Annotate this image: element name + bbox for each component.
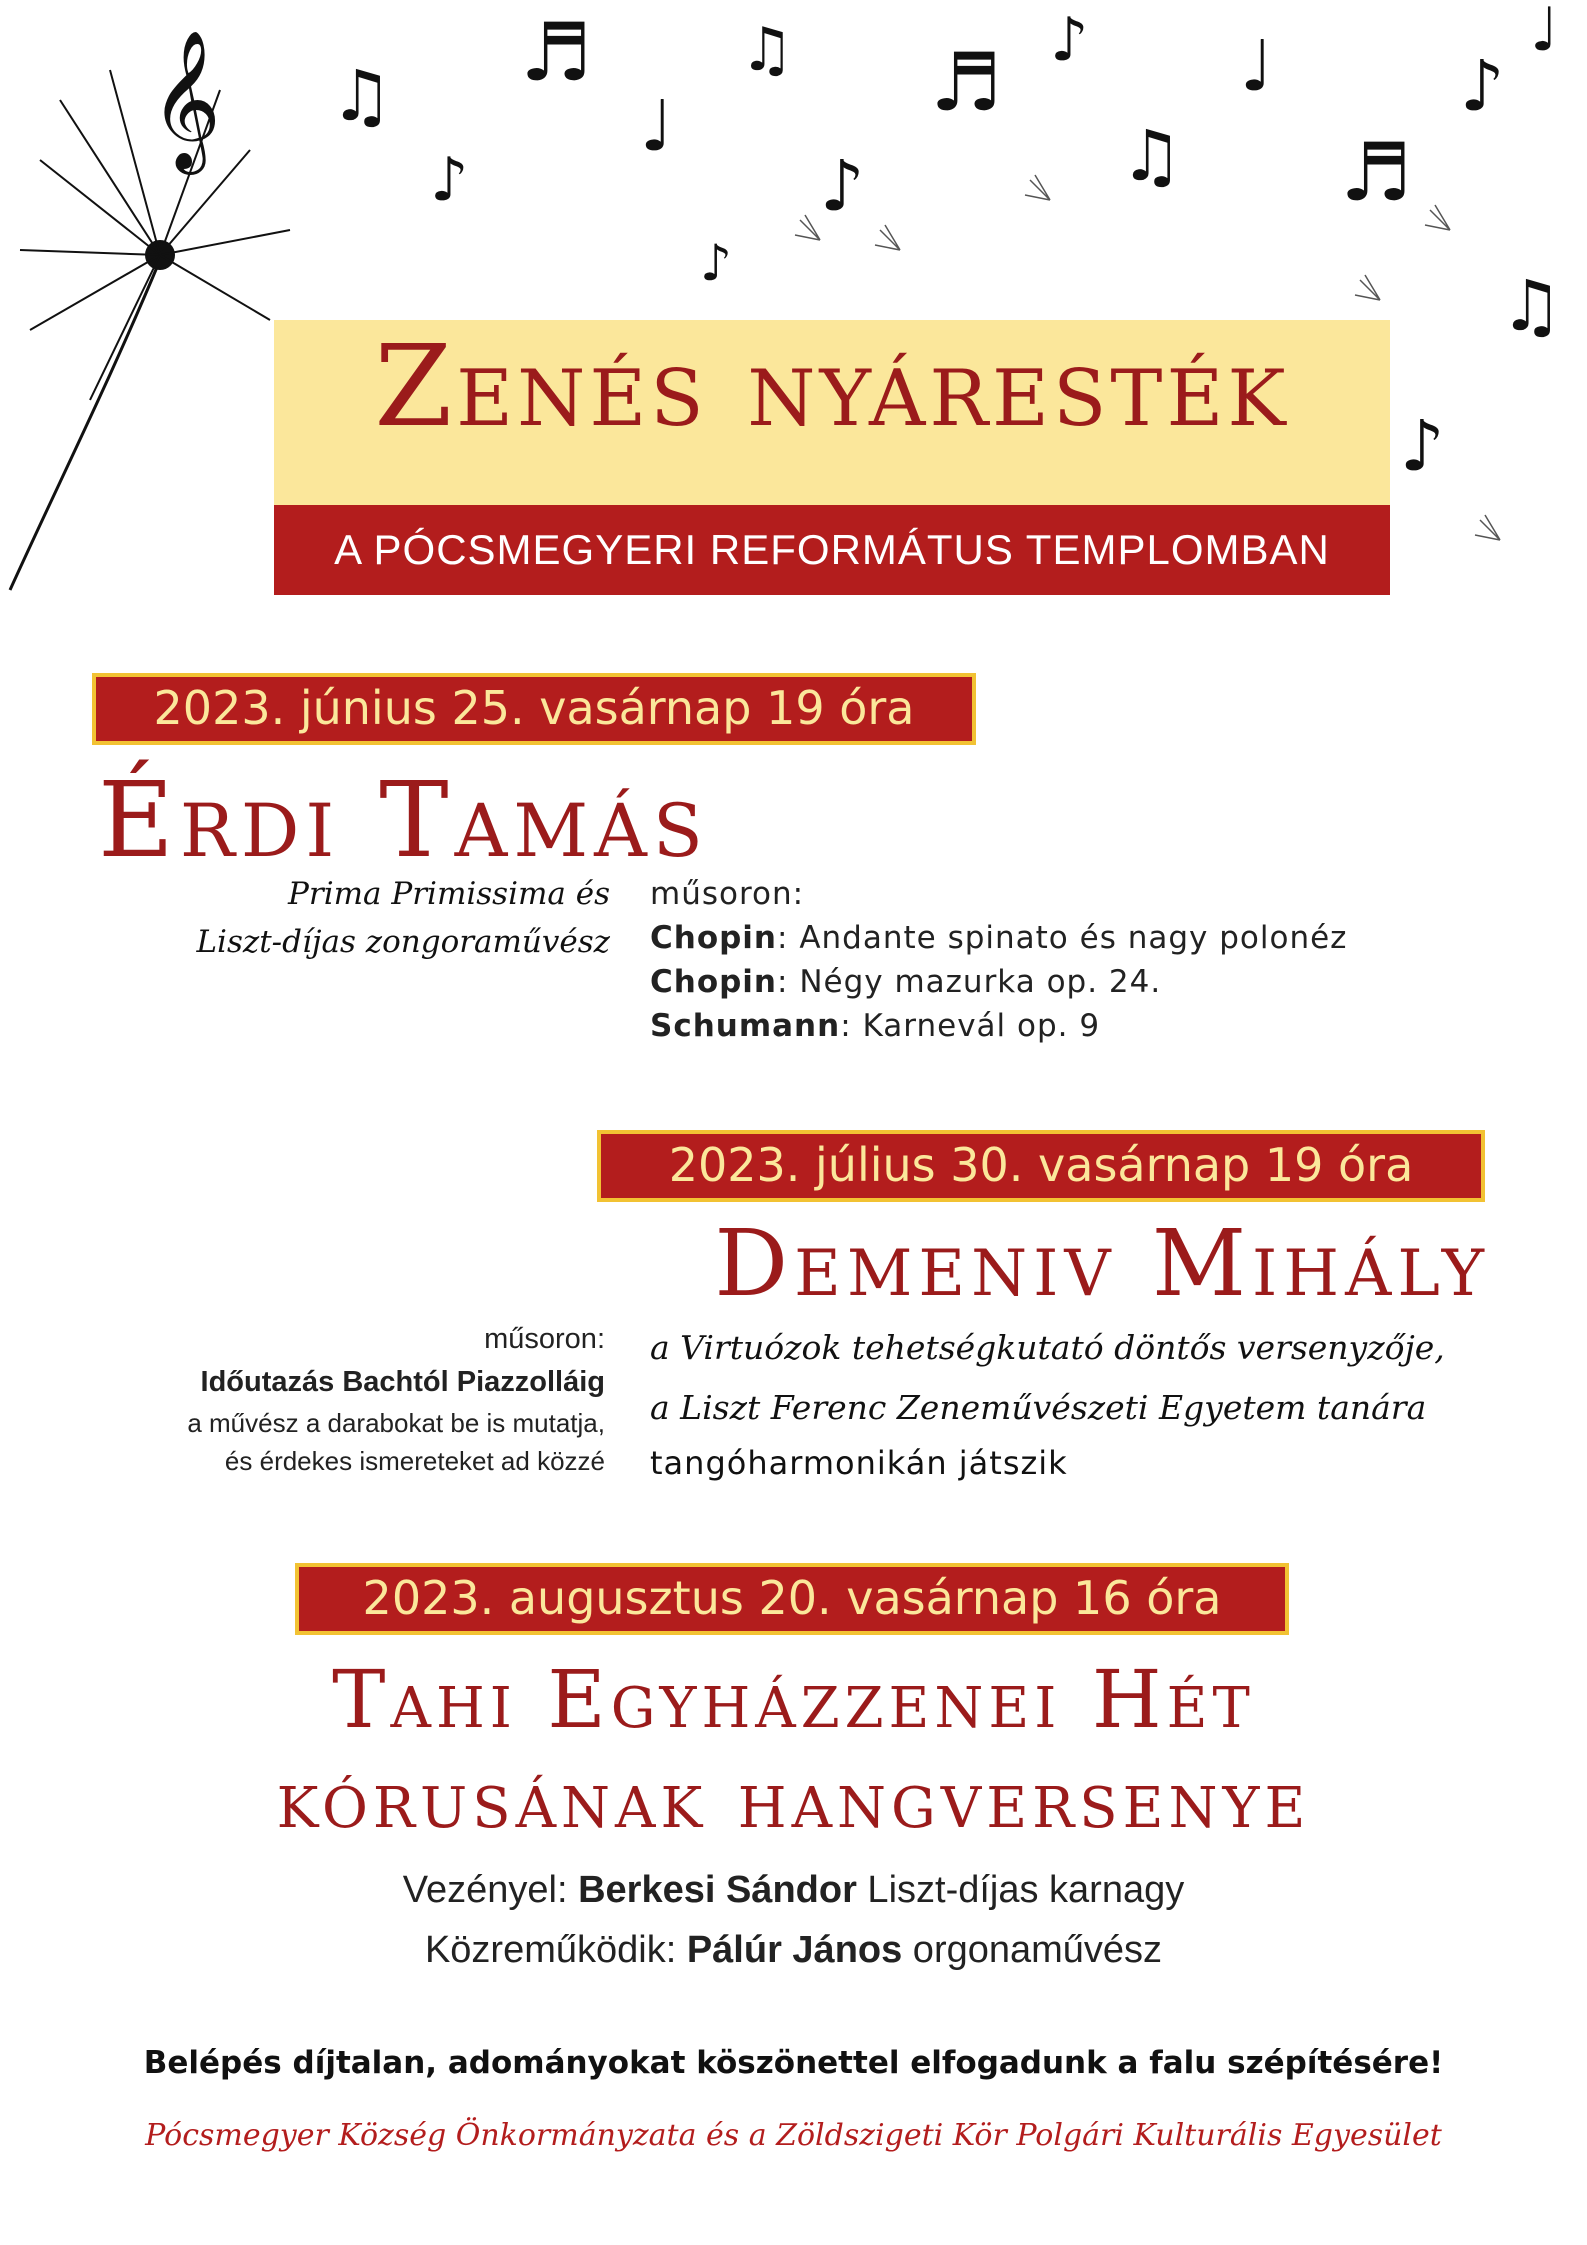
event-1-description	[120, 870, 610, 966]
program-item	[650, 916, 1347, 960]
svg-text:♪: ♪	[430, 145, 469, 215]
svg-text:♫: ♫	[1500, 265, 1563, 347]
piece-title: : Karnevál op. 9	[840, 1008, 1101, 1044]
dandelion-stem-icon	[10, 260, 160, 590]
svg-text:♪: ♪	[700, 234, 732, 292]
footer-organizers: Pócsmegyer Község Önkormányzata és a Zöldszigeti Kör Polgári Kulturális Egyesület	[145, 2118, 1442, 2153]
svg-text:♬: ♬	[520, 6, 592, 99]
event-1-performer: Érdi Tamás	[98, 759, 709, 881]
credit-title: Liszt-díjas karnagy	[856, 1869, 1185, 1911]
svg-text:♪: ♪	[1460, 45, 1505, 127]
page-title: Zenés nyáresték	[374, 322, 1290, 452]
event-2-date-badge: 2023. július 30. vasárnap 19 óra	[597, 1130, 1485, 1202]
svg-text:♪: ♪	[1400, 405, 1445, 487]
credit-title: orgonaművész	[902, 1929, 1163, 1971]
event-3-credits	[0, 1860, 1587, 1980]
event-2-description-line: a Virtuózok tehetségkutató döntős versenyzője,	[650, 1328, 1445, 1367]
composer-name: Chopin	[650, 964, 778, 1000]
piece-title: : Négy mazurka op. 24.	[777, 964, 1162, 1000]
svg-text:♪: ♪	[1050, 5, 1089, 75]
credit-role: Közreműködik:	[424, 1929, 687, 1971]
svg-text:♩: ♩	[640, 85, 674, 167]
event-2-program-note: és érdekes ismereteket ad közzé	[224, 1446, 605, 1476]
piece-title: : Andante spinato és nagy polonéz	[777, 920, 1348, 956]
credit-name: Pálúr János	[686, 1929, 903, 1971]
event-1-description-line: Liszt-díjas zongoraművész	[196, 924, 610, 960]
event-1-program-label: műsoron:	[650, 876, 805, 912]
event-1-program	[650, 872, 1347, 1048]
event-3-performer-line: kórusának hangversenye	[276, 1753, 1311, 1846]
event-2-program-title: Időutazás Bachtól Piazzolláig	[200, 1366, 605, 1398]
svg-text:♫: ♫	[1120, 115, 1183, 197]
event-1-description-line: Prima Primissima és	[288, 876, 610, 912]
svg-text:♩: ♩	[1530, 0, 1559, 65]
event-1-date-badge: 2023. június 25. vasárnap 19 óra	[92, 673, 976, 745]
event-3-performer	[0, 1650, 1587, 1850]
event-3-date-badge: 2023. augusztus 20. vasárnap 16 óra	[295, 1563, 1289, 1635]
event-2-performer: Demeniv Mihály	[714, 1210, 1490, 1317]
svg-text:♬: ♬	[1340, 126, 1412, 219]
footer-notice: Belépés díjtalan, adományokat köszönettel elfogadunk a falu szépítésére!	[143, 2045, 1444, 2081]
credit-name: Berkesi Sándor	[578, 1869, 857, 1911]
event-2-description	[650, 1318, 1445, 1438]
svg-text:♪: ♪	[820, 145, 865, 227]
program-item	[650, 960, 1347, 1004]
svg-text:♫: ♫	[330, 55, 393, 137]
credit-line	[0, 1920, 1587, 1980]
svg-text:𝄞: 𝄞	[150, 30, 221, 169]
credit-role: Vezényel:	[402, 1869, 579, 1911]
svg-text:♫: ♫	[740, 15, 794, 85]
program-item	[650, 1004, 1347, 1048]
svg-text:♩: ♩	[1240, 25, 1274, 107]
event-2-program-label: műsoron:	[484, 1323, 605, 1355]
credit-line	[0, 1860, 1587, 1920]
composer-name: Chopin	[650, 920, 778, 956]
event-2-program-note: a művész a darabokat be is mutatja,	[187, 1408, 605, 1438]
event-2-program	[40, 1318, 605, 1480]
composer-name: Schumann	[650, 1008, 841, 1044]
svg-text:♬: ♬	[930, 36, 1002, 129]
event-2-instrument: tangóharmonikán játszik	[650, 1444, 1068, 1482]
page-subtitle: A PÓCSMEGYERI REFORMÁTUS TEMPLOMBAN	[334, 526, 1330, 573]
event-2-description-line: a Liszt Ferenc Zeneművészeti Egyetem tanára	[650, 1388, 1427, 1427]
event-3-performer-line: Tahi Egyházzenei Hét	[332, 1653, 1255, 1746]
